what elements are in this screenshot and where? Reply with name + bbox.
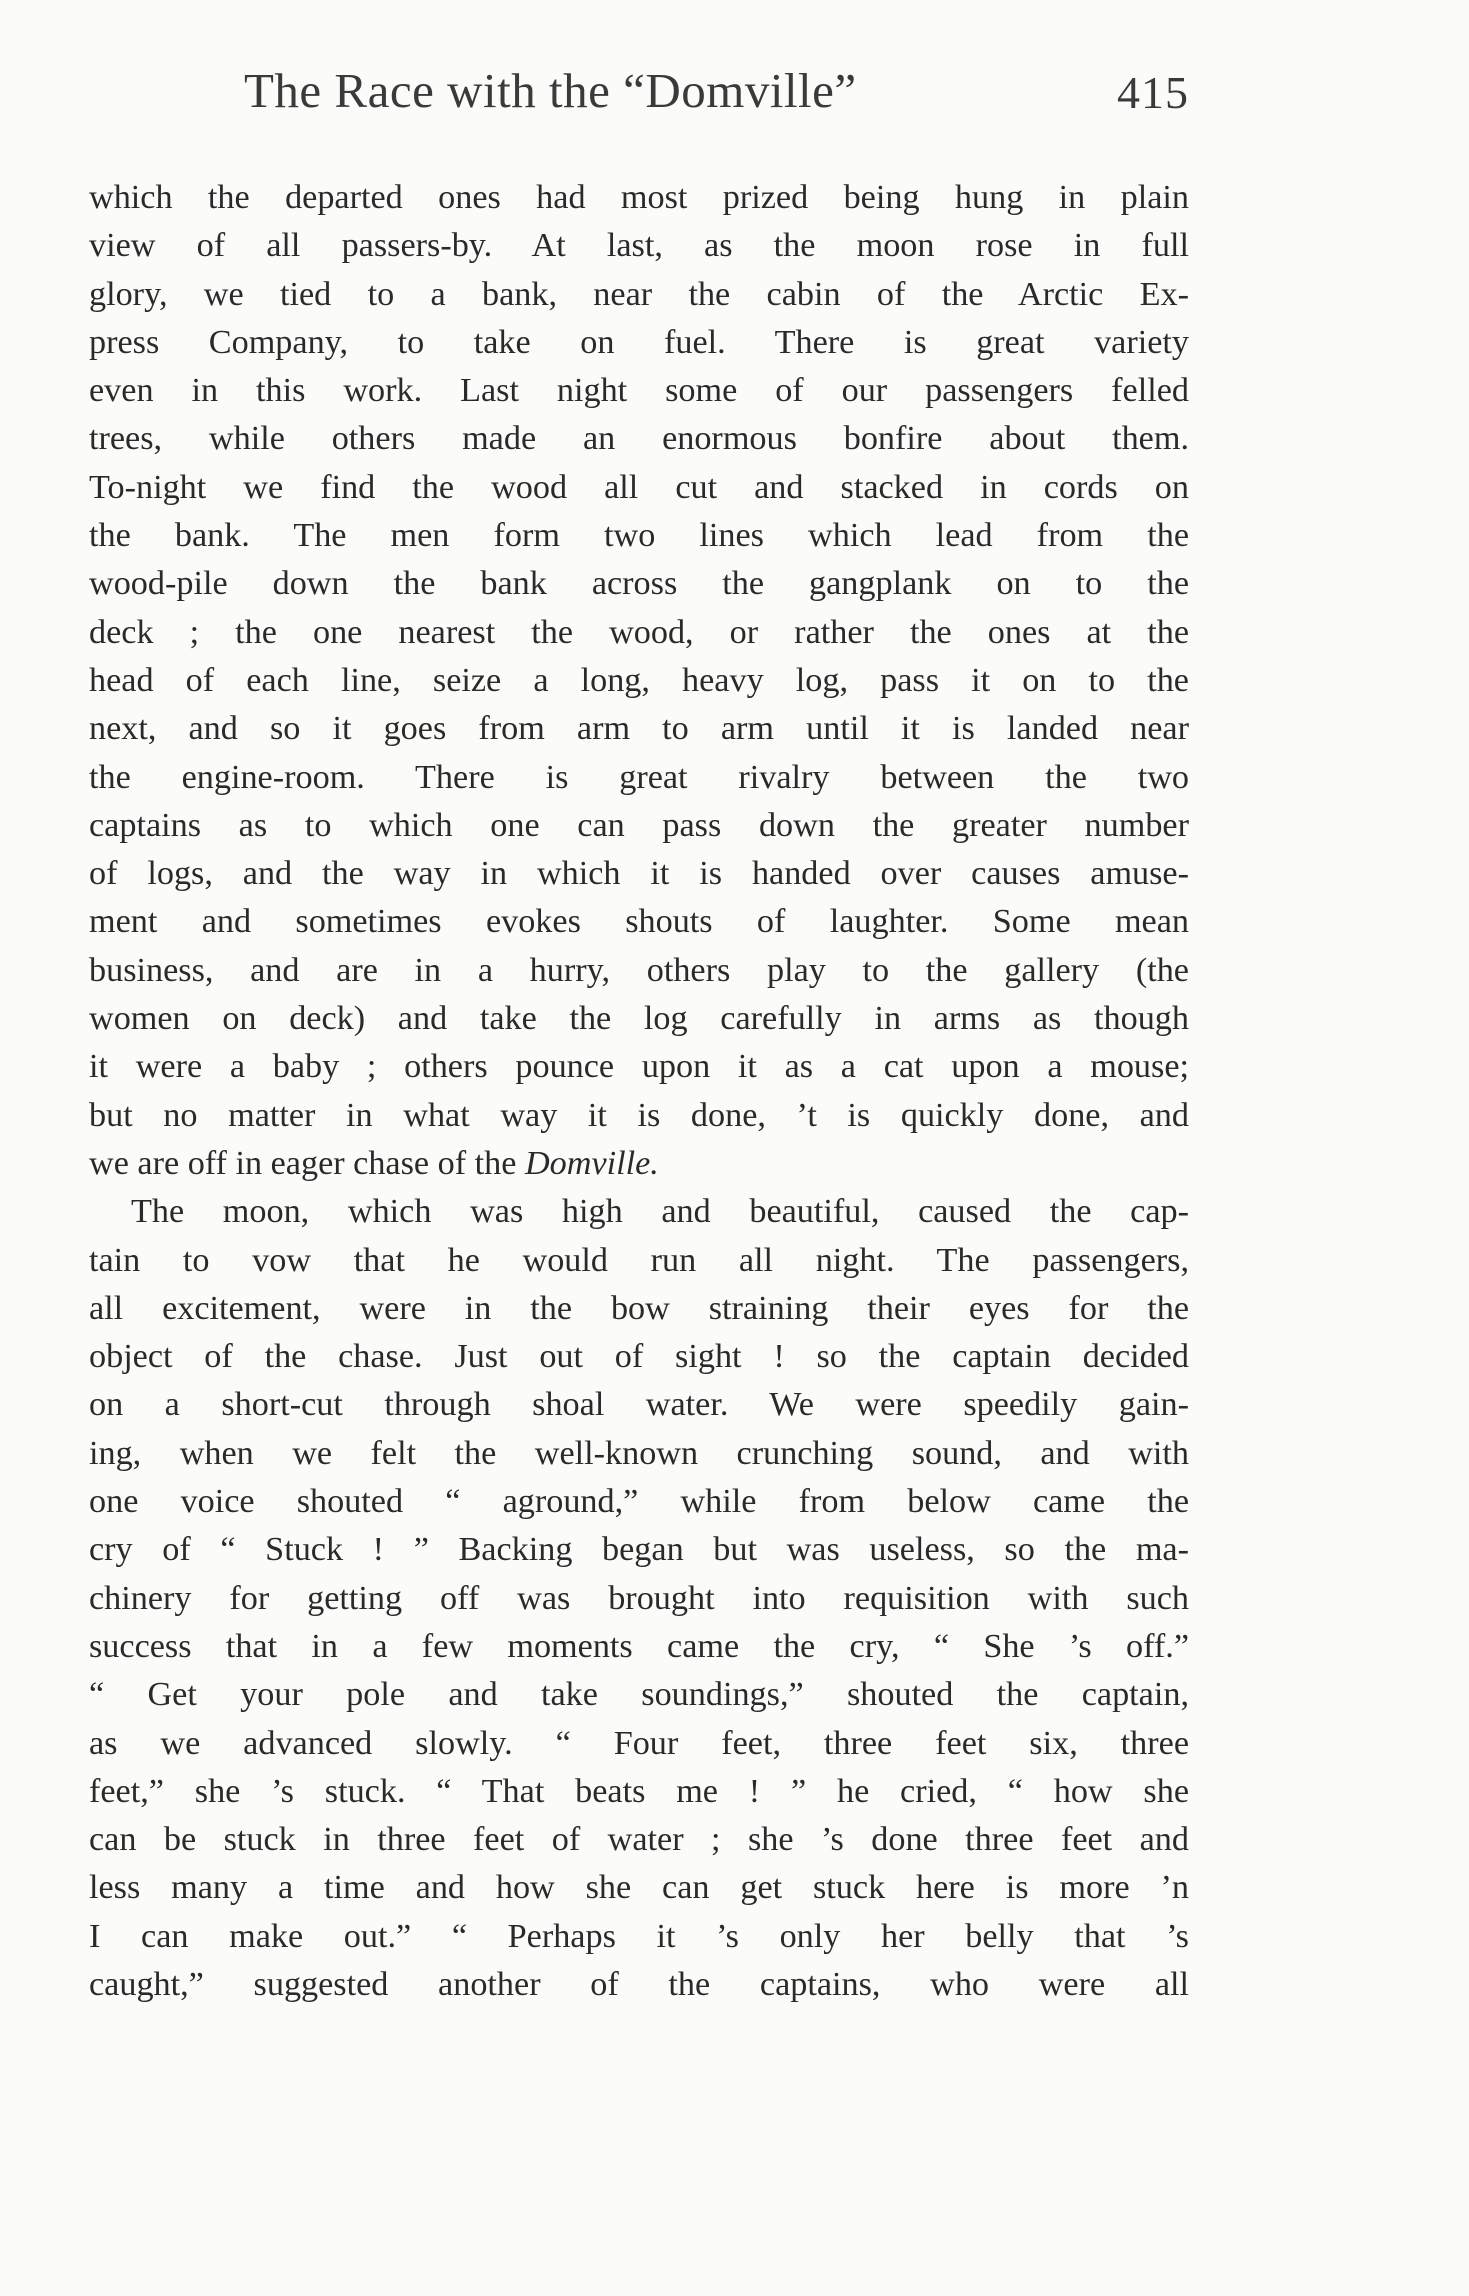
text-line-body: we are off in eager chase of the bbox=[89, 1144, 517, 1182]
text-line: one voice shouted “ aground,” while from below came the bbox=[89, 1483, 1189, 1521]
text-line: can be stuck in three feet of water ; she ’s done three feet and bbox=[89, 1821, 1189, 1859]
text-line: head of each line, seize a long, heavy log, pass it on to the bbox=[89, 661, 1189, 699]
text-line: caught,” suggested another of the captains, who were all bbox=[89, 1965, 1189, 2003]
text-line: glory, we tied to a bank, near the cabin of the Arctic Ex- bbox=[89, 275, 1189, 313]
text-line: on a short-cut through shoal water. We were speedily gain- bbox=[89, 1386, 1189, 1424]
text-line: of logs, and the way in which it is handed over causes amuse- bbox=[89, 855, 1189, 893]
text-line: “ Get your pole and take soundings,” shouted the captain, bbox=[89, 1676, 1189, 1714]
text-line: cry of “ Stuck ! ” Backing began but was useless, so the ma- bbox=[89, 1531, 1189, 1569]
text-line: but no matter in what way it is done, ’t is quickly done, and bbox=[89, 1096, 1189, 1134]
text-line: less many a time and how she can get stuck here is more ’n bbox=[89, 1869, 1189, 1907]
text-line: To-night we find the wood all cut and stacked in cords on bbox=[89, 468, 1189, 506]
text-line: view of all passers-by. At last, as the moon rose in full bbox=[89, 227, 1189, 265]
text-line: deck ; the one nearest the wood, or rather the ones at the bbox=[89, 613, 1189, 651]
text-line: I can make out.” “ Perhaps it ’s only her belly that ’s bbox=[89, 1917, 1189, 1955]
text-line: which the departed ones had most prized being hung in plain bbox=[89, 179, 1189, 216]
text-line: business, and are in a hurry, others play to the gallery (the bbox=[89, 951, 1189, 989]
running-head bbox=[244, 62, 1189, 132]
text-line: the bank. The men form two lines which lead from the bbox=[89, 517, 1189, 555]
text-line: all excitement, were in the bow straining their eyes for the bbox=[89, 1289, 1189, 1327]
text-line: ment and sometimes evokes shouts of laughter. Some mean bbox=[89, 903, 1189, 941]
text-line: the engine-room. There is great rivalry between the two bbox=[89, 758, 1189, 796]
text-line: success that in a few moments came the cry, “ She ’s off.” bbox=[89, 1627, 1189, 1665]
text-line bbox=[89, 1140, 1189, 1188]
text-line: next, and so it goes from arm to arm until it is landed near bbox=[89, 710, 1189, 748]
text-line: ing, when we felt the well-known crunching sound, and with bbox=[89, 1434, 1189, 1472]
running-head-title: The Race with the “Domville” bbox=[244, 63, 857, 118]
text-line: press Company, to take on fuel. There is great variety bbox=[89, 323, 1189, 361]
text-line: object of the chase. Just out of sight ! so the captain decided bbox=[89, 1338, 1189, 1376]
text-line: it were a baby ; others pounce upon it as a cat upon a mouse; bbox=[89, 1048, 1189, 1086]
text-line: women on deck) and take the log carefully in arms as though bbox=[89, 1000, 1189, 1038]
text-line: wood-pile down the bank across the gangplank on to the bbox=[89, 565, 1189, 603]
text-line: captains as to which one can pass down the greater number bbox=[89, 806, 1189, 844]
text-line: tain to vow that he would run all night. The passengers, bbox=[89, 1241, 1189, 1279]
ship-name-italic: Domville. bbox=[524, 1144, 659, 1182]
text-line: as we advanced slowly. “ Four feet, three feet six, three bbox=[89, 1724, 1189, 1762]
text-line: even in this work. Last night some of our passengers felled bbox=[89, 372, 1189, 410]
page-number: 415 bbox=[1117, 67, 1189, 118]
text-line: feet,” she ’s stuck. “ That beats me ! ” he cried, “ how she bbox=[89, 1772, 1189, 1810]
body-text bbox=[89, 174, 1189, 2009]
text-line: trees, while others made an enormous bonfire about them. bbox=[89, 420, 1189, 458]
text-line: chinery for getting off was brought into requisition with such bbox=[89, 1579, 1189, 1617]
text-line: The moon, which was high and beautiful, caused the cap- bbox=[131, 1193, 1189, 1231]
